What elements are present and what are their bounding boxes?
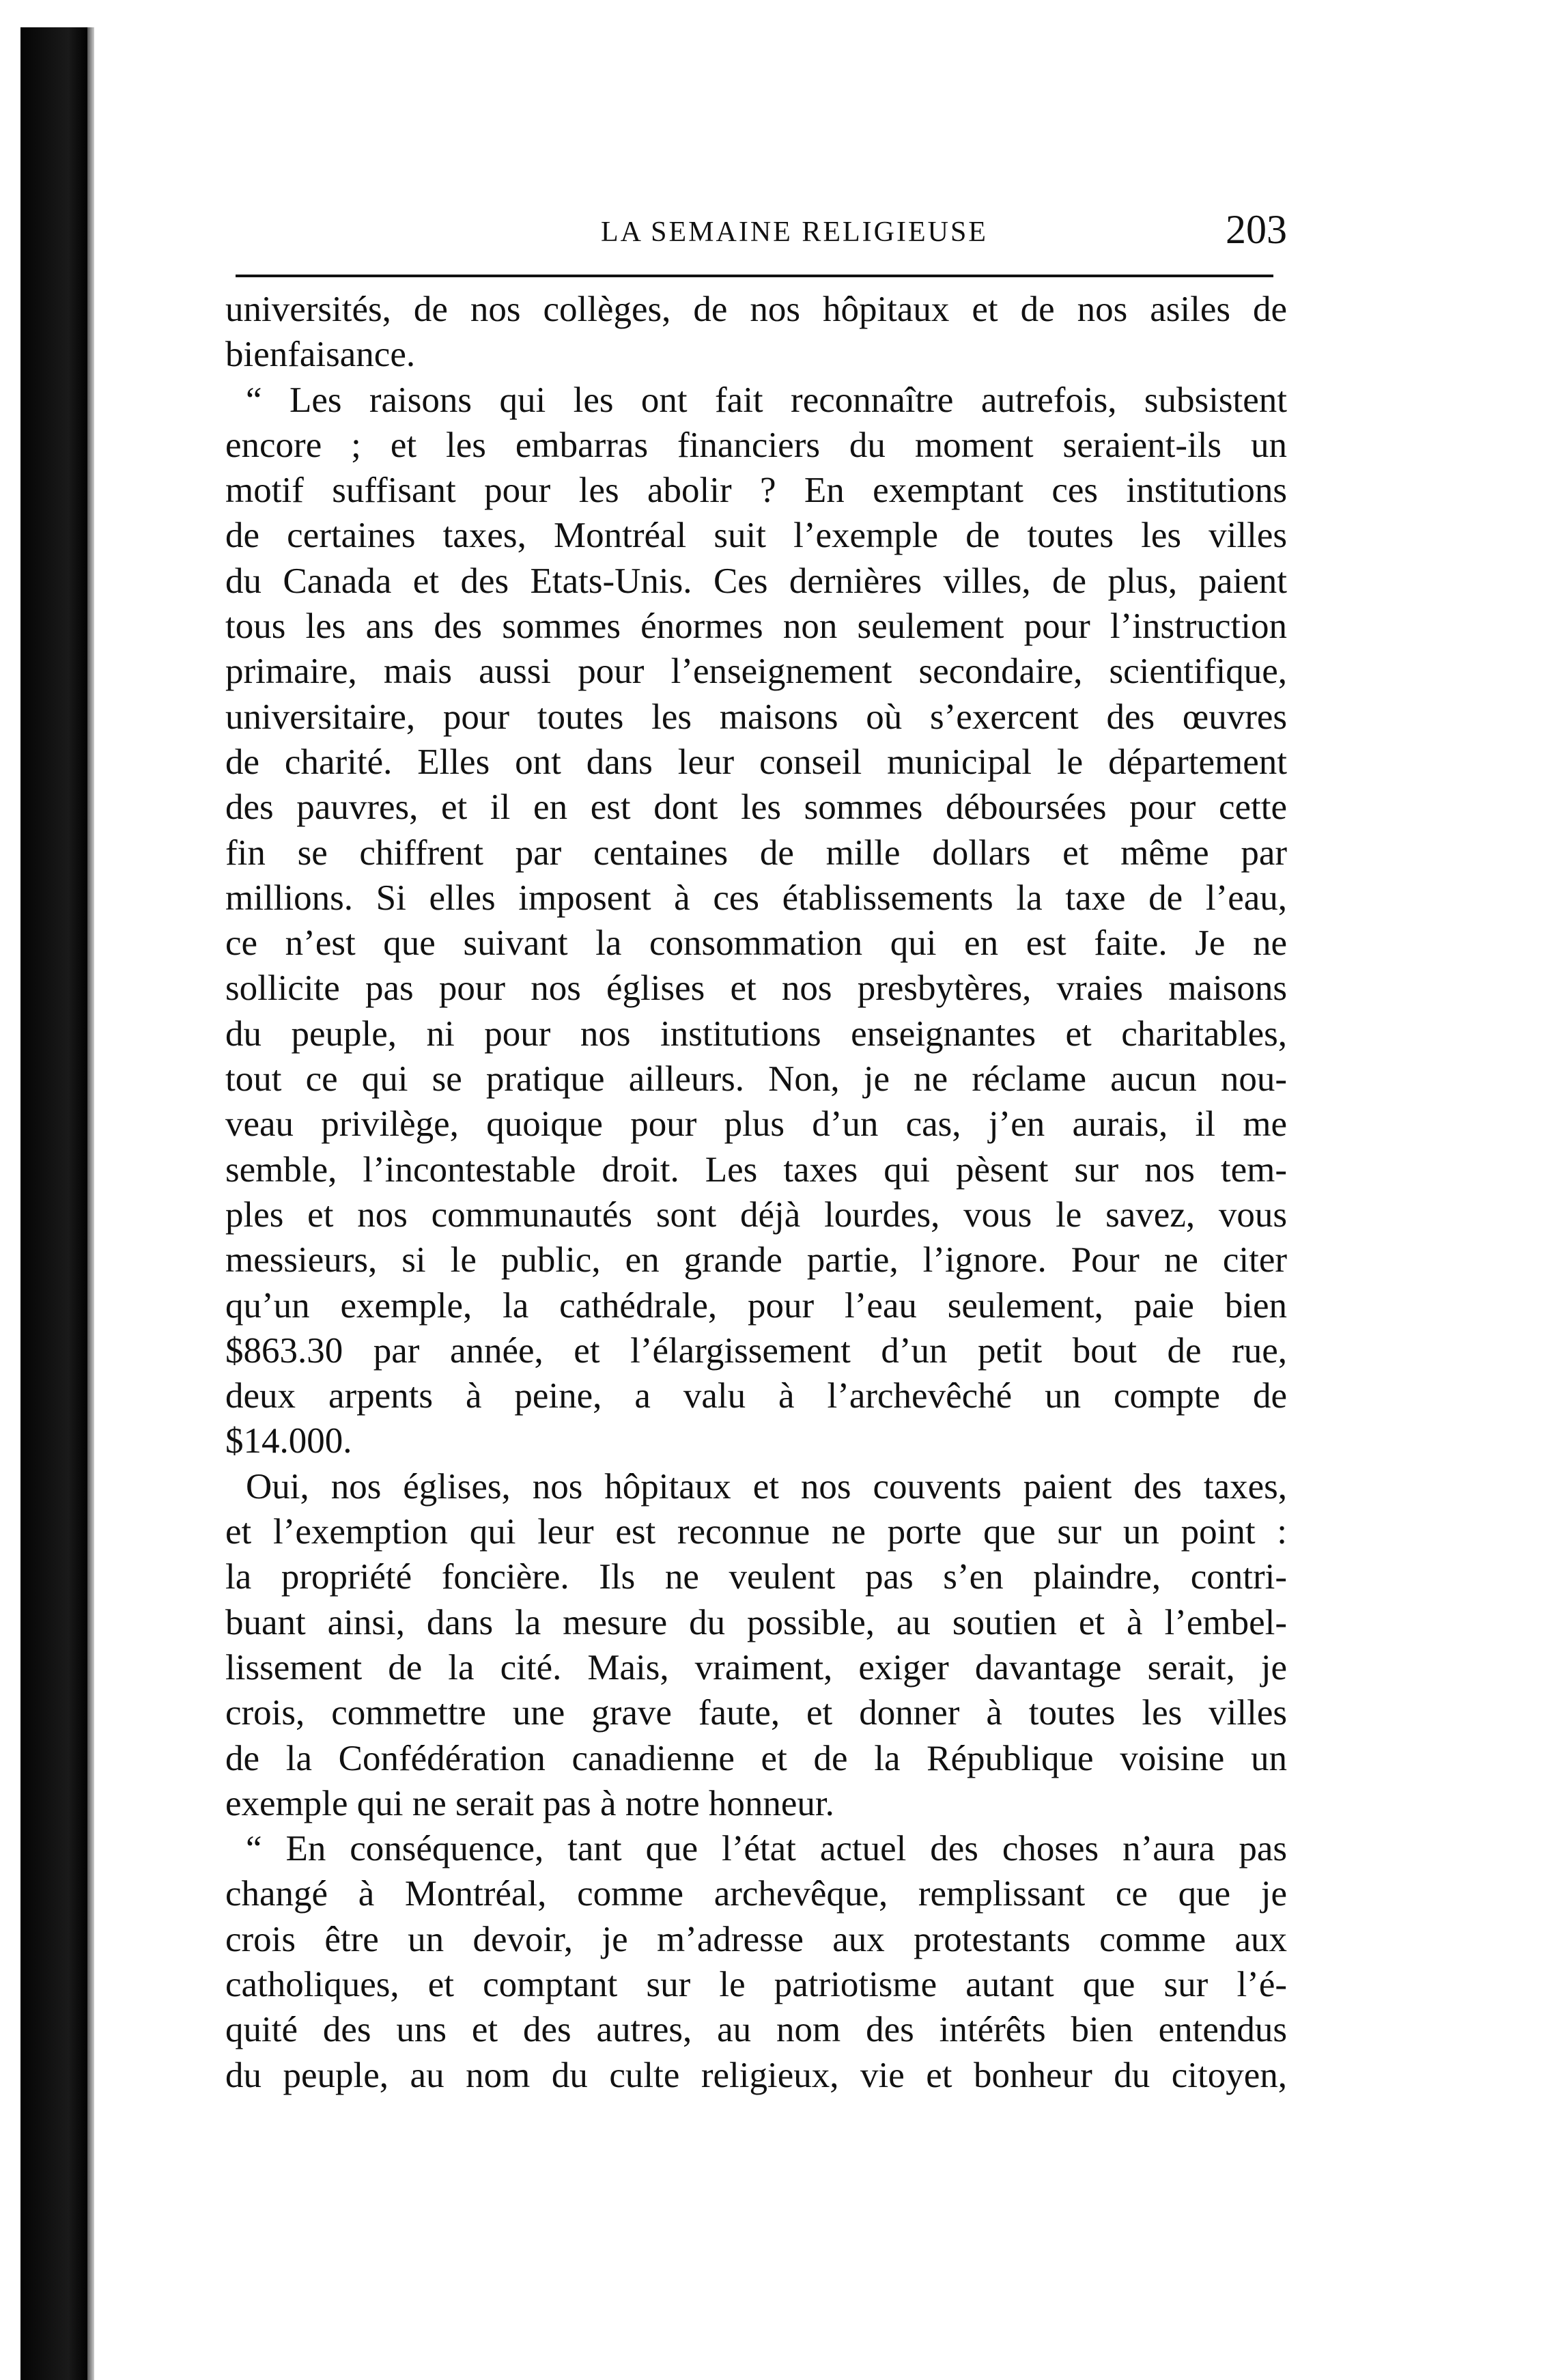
text-line: du Canada et des Etats-Unis. Ces dernières villes, de plus, paient	[225, 561, 1287, 601]
text-line: la propriété foncière. Ils ne veulent pas s’en plaindre, contri-	[225, 1557, 1287, 1597]
page-header	[236, 205, 1328, 266]
text-line: ce n’est que suivant la consommation qui en est faite. Je ne	[225, 923, 1287, 964]
text-line: tout ce qui se pratique ailleurs. Non, je ne réclame aucun nou-	[225, 1059, 1287, 1100]
text-line: “ Les raisons qui les ont fait reconnaître autrefois, subsistent	[246, 380, 1287, 420]
text-line: du peuple, au nom du culte religieux, vie et bonheur du citoyen,	[225, 2055, 1287, 2095]
text-line: du peuple, ni pour nos institutions enseignantes et charitables,	[225, 1013, 1287, 1054]
text-line: quité des uns et des autres, au nom des intérêts bien entendus	[225, 2010, 1287, 2050]
text-line: encore ; et les embarras financiers du moment seraient-ils un	[225, 425, 1287, 465]
text-line: sollicite pas pour nos églises et nos presbytères, vraies maisons	[225, 968, 1287, 1009]
text-line: messieurs, si le public, en grande partie, l’ignore. Pour ne citer	[225, 1240, 1287, 1280]
body-text	[225, 287, 1287, 2098]
text-line: ples et nos communautés sont déjà lourdes, vous le savez, vous	[225, 1194, 1287, 1235]
text-line: exemple qui ne serait pas à notre honneur.	[225, 1783, 834, 1823]
book-spine-shadow	[20, 27, 89, 2380]
text-line: de la Confédération canadienne et de la République voisine un	[225, 1738, 1287, 1778]
text-line: $14.000.	[225, 1421, 352, 1461]
text-line: lissement de la cité. Mais, vraiment, exiger davantage serait, je	[225, 1647, 1287, 1688]
header-rule	[236, 275, 1273, 277]
text-line: deux arpents à peine, a valu à l’archevêché un compte de	[225, 1376, 1287, 1416]
text-line: primaire, mais aussi pour l’enseignement secondaire, scientifique,	[225, 652, 1287, 692]
text-line: bienfaisance.	[225, 335, 416, 375]
text-line: millions. Si elles imposent à ces établissements la taxe de l’eau,	[225, 878, 1287, 918]
text-line: motif suffisant pour les abolir ? En exemptant ces institutions	[225, 471, 1287, 511]
text-line: et l’exemption qui leur est reconnue ne porte que sur un point :	[225, 1512, 1287, 1552]
running-title: LA SEMAINE RELIGIEUSE	[601, 216, 988, 248]
text-line: universités, de nos collèges, de nos hôpitaux et de nos asiles de	[225, 290, 1287, 329]
text-line: universitaire, pour toutes les maisons où s’exercent des œuvres	[225, 697, 1287, 737]
text-line: “ En conséquence, tant que l’état actuel des choses n’aura pas	[246, 1829, 1287, 1869]
text-line: de charité. Elles ont dans leur conseil municipal le département	[225, 742, 1287, 782]
text-line: buant ainsi, dans la mesure du possible, au soutien et à l’embel-	[225, 1602, 1287, 1642]
text-line: veau privilège, quoique pour plus d’un cas, j’en aurais, il me	[225, 1104, 1287, 1145]
text-line: fin se chiffrent par centaines de mille dollars et même par	[225, 832, 1287, 873]
book-gutter-edge	[87, 27, 94, 2380]
text-line: crois, commettre une grave faute, et donner à toutes les villes	[225, 1693, 1287, 1733]
text-line: qu’un exemple, la cathédrale, pour l’eau seulement, paie bien	[225, 1285, 1287, 1326]
text-line: tous les ans des sommes énormes non seulement pour l’instruction	[225, 606, 1287, 647]
text-line: changé à Montréal, comme archevêque, remplissant ce que je	[225, 1874, 1287, 1914]
text-line: Oui, nos églises, nos hôpitaux et nos couvents paient des taxes,	[246, 1466, 1287, 1507]
text-line: de certaines taxes, Montréal suit l’exemple de toutes les villes	[225, 516, 1287, 556]
text-line: $863.30 par année, et l’élargissement d’un petit bout de rue,	[225, 1330, 1287, 1371]
text-line: crois être un devoir, je m’adresse aux protestants comme aux	[225, 1919, 1287, 1959]
page-number: 203	[1226, 207, 1287, 252]
text-line: catholiques, et comptant sur le patriotisme autant que sur l’é-	[225, 1964, 1287, 2004]
text-line: des pauvres, et il en est dont les sommes déboursées pour cette	[225, 787, 1287, 828]
text-line: semble, l’incontestable droit. Les taxes qui pèsent sur nos tem-	[225, 1149, 1287, 1190]
